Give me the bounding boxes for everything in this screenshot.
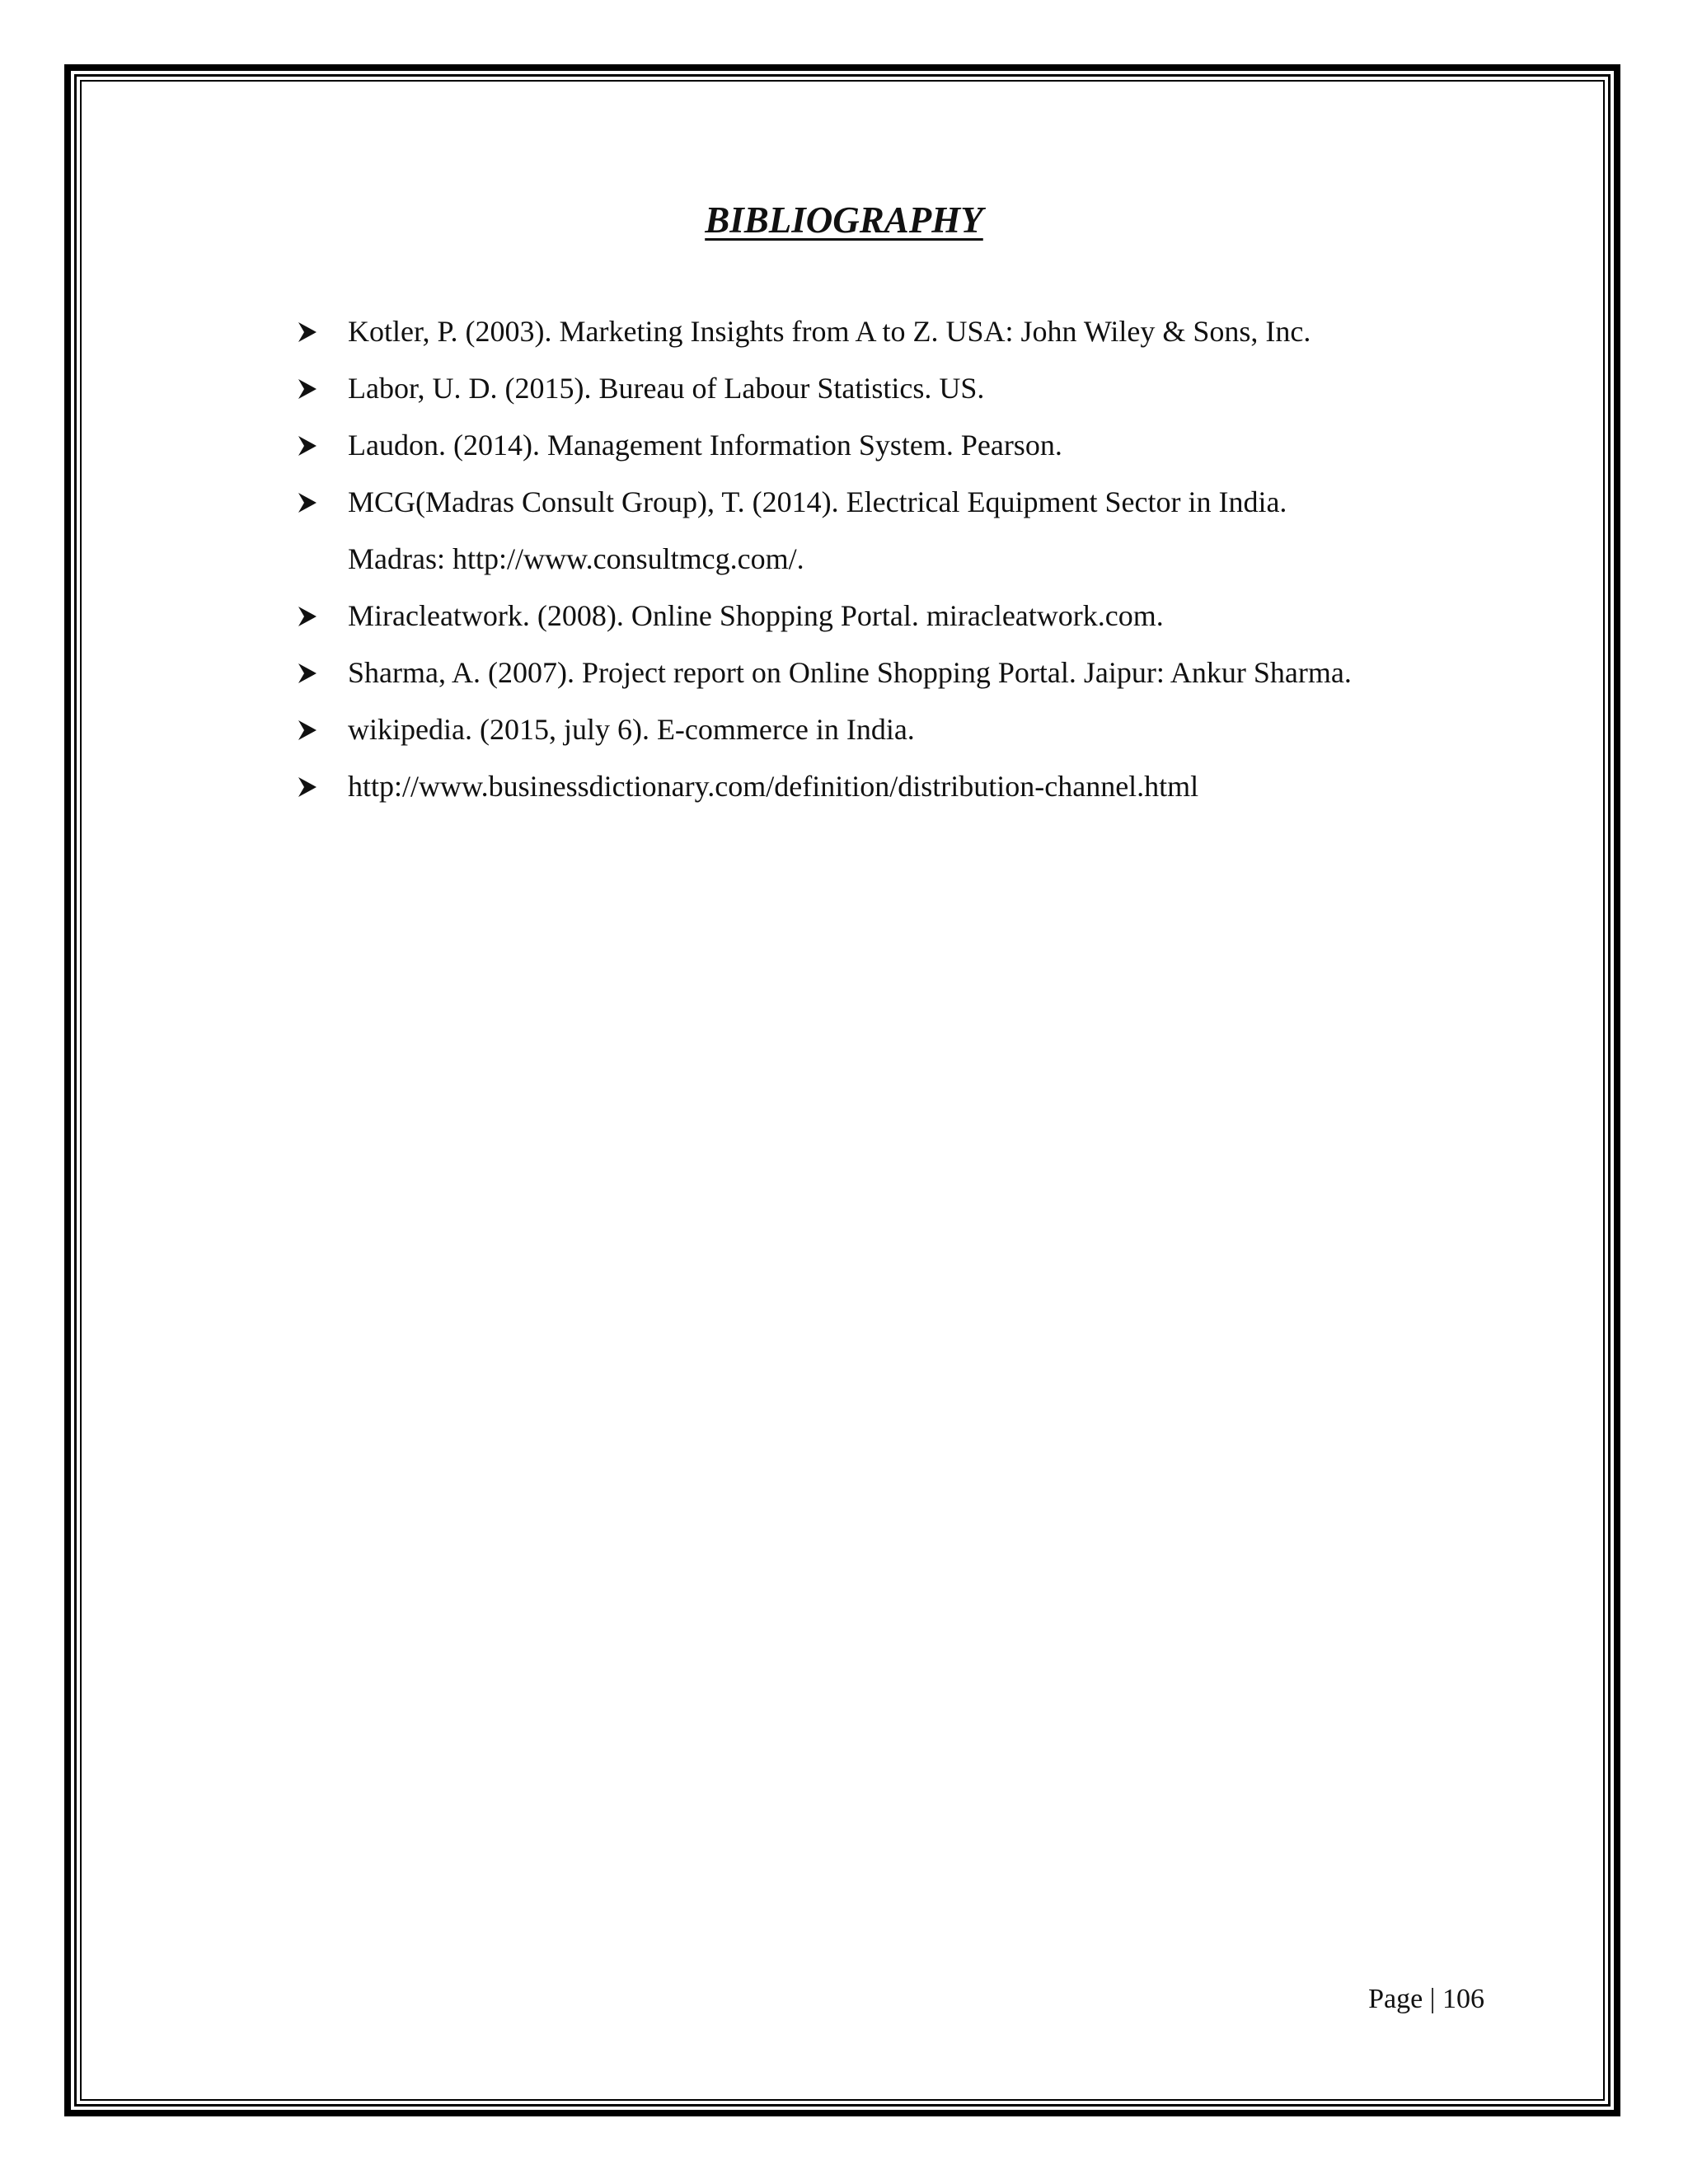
arrowhead-bullet-icon — [297, 417, 330, 474]
bibliography-entry-text — [348, 588, 1566, 644]
bibliography-entry — [297, 474, 1566, 588]
bibliography-entry-text — [348, 360, 1566, 417]
bibliography-entry — [297, 644, 1566, 701]
bibliography-entry-line: Labor, U. D. (2015). Bureau of Labour Statistics. US. — [348, 372, 985, 405]
arrowhead-bullet-icon — [297, 644, 330, 701]
bibliography-entry-line: MCG(Madras Consult Group), T. (2014). Electrical Equipment Sector in India. — [348, 485, 1287, 518]
bibliography-entry-line: http://www.businessdictionary.com/definition/distribution-channel.html — [348, 770, 1199, 803]
bibliography-entry-text — [348, 303, 1566, 360]
bibliography-entry-text — [348, 474, 1566, 588]
bibliography-entry-text — [348, 644, 1566, 701]
bibliography-entry-text — [348, 758, 1566, 815]
arrowhead-bullet-icon — [297, 360, 330, 417]
bibliography-list — [297, 303, 1566, 815]
bibliography-entry — [297, 303, 1566, 360]
arrowhead-bullet-icon — [297, 701, 330, 758]
arrowhead-bullet-icon — [297, 474, 330, 531]
bibliography-entry-line: Miracleatwork. (2008). Online Shopping Portal. miracleatwork.com. — [348, 599, 1164, 632]
bibliography-entry-line: Kotler, P. (2003). Marketing Insights from A to Z. USA: John Wiley & Sons, Inc. — [348, 315, 1311, 348]
bibliography-entry-line: Madras: http://www.consultmcg.com/. — [348, 542, 804, 575]
bibliography-entry-line: Laudon. (2014). Management Information System. Pearson. — [348, 429, 1062, 462]
bibliography-entry-line: wikipedia. (2015, july 6). E-commerce in India. — [348, 713, 915, 746]
bibliography-entry-text — [348, 701, 1566, 758]
page-title: BIBLIOGRAPHY — [705, 199, 983, 241]
bibliography-entry — [297, 588, 1566, 644]
bibliography-entry — [297, 360, 1566, 417]
arrowhead-bullet-icon — [297, 758, 330, 815]
bibliography-entry-text — [348, 417, 1566, 474]
arrowhead-bullet-icon — [297, 303, 330, 360]
bibliography-entry-line: Sharma, A. (2007). Project report on Online Shopping Portal. Jaipur: Ankur Sharma. — [348, 656, 1352, 689]
bibliography-entry — [297, 417, 1566, 474]
page-number: Page | 106 — [1368, 1984, 1484, 2014]
bibliography-entry — [297, 701, 1566, 758]
bibliography-entry — [297, 758, 1566, 815]
arrowhead-bullet-icon — [297, 588, 330, 644]
